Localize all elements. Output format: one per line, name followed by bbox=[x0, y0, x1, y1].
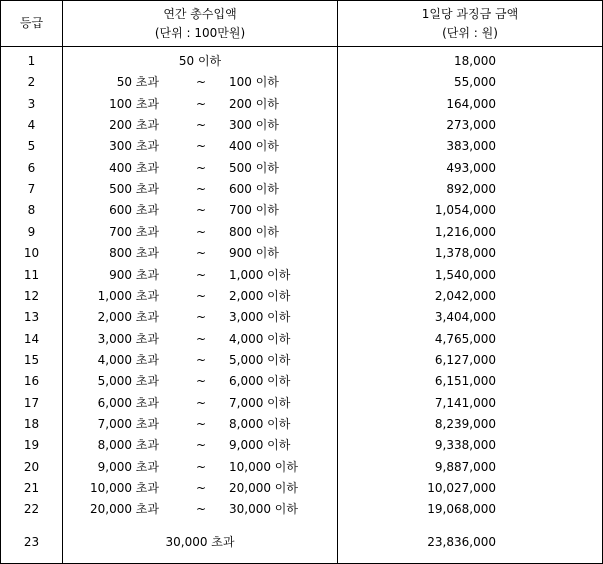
income-to-cell: 200 이하 bbox=[229, 96, 279, 111]
penalty-amount-cell: 2,042,000 bbox=[434, 288, 496, 303]
range-tilde: ~ bbox=[195, 96, 207, 111]
penalty-amount-cell: 493,000 bbox=[446, 160, 496, 175]
grade-cell: 18 bbox=[23, 416, 40, 431]
grade-cell: 6 bbox=[27, 160, 36, 175]
header-divider bbox=[1, 46, 602, 47]
income-from-cell: 600 초과 bbox=[109, 203, 159, 218]
income-to-cell: 1,000 이하 bbox=[229, 267, 291, 282]
penalty-amount-cell: 19,068,000 bbox=[427, 502, 496, 517]
range-tilde: ~ bbox=[195, 203, 207, 218]
range-tilde: ~ bbox=[195, 118, 207, 133]
penalty-amount-cell: 164,000 bbox=[446, 96, 496, 111]
grade-cell: 12 bbox=[23, 288, 40, 303]
range-tilde: ~ bbox=[195, 331, 207, 346]
penalty-header-unit: (단위 : 원) bbox=[442, 26, 498, 40]
penalty-amount-cell: 1,378,000 bbox=[434, 246, 496, 261]
penalty-amount-cell: 9,887,000 bbox=[434, 459, 496, 474]
penalty-amount-cell: 6,151,000 bbox=[434, 374, 496, 389]
grade-cell: 9 bbox=[27, 224, 36, 239]
income-from-cell: 3,000 초과 bbox=[97, 331, 159, 346]
income-from-cell: 5,000 초과 bbox=[97, 374, 159, 389]
income-to-cell: 5,000 이하 bbox=[229, 352, 291, 367]
income-range-cell: 30,000 초과 bbox=[165, 535, 235, 549]
grade-cell: 7 bbox=[27, 182, 36, 197]
penalty-amount-cell: 3,404,000 bbox=[434, 310, 496, 325]
grade-cell: 13 bbox=[23, 310, 40, 325]
income-to-cell: 8,000 이하 bbox=[229, 416, 291, 431]
income-to-cell: 400 이하 bbox=[229, 139, 279, 154]
grade-cell: 17 bbox=[23, 395, 40, 410]
income-from-cell: 500 초과 bbox=[109, 182, 159, 197]
range-tilde: ~ bbox=[195, 160, 207, 175]
penalty-amount-cell: 9,338,000 bbox=[434, 438, 496, 453]
range-tilde: ~ bbox=[195, 481, 207, 495]
penalty-amount-cell: 10,027,000 bbox=[427, 481, 496, 495]
income-to-cell: 20,000 이하 bbox=[229, 481, 298, 495]
grade-cell: 15 bbox=[23, 352, 40, 367]
penalty-amount-cell: 892,000 bbox=[446, 182, 496, 197]
income-to-cell: 700 이하 bbox=[229, 203, 279, 218]
income-from-cell: 6,000 초과 bbox=[97, 395, 159, 410]
income-from-cell: 100 초과 bbox=[109, 96, 159, 111]
income-header-unit: (단위 : 100만원) bbox=[154, 26, 246, 40]
penalty-amount-cell: 1,540,000 bbox=[434, 267, 496, 282]
income-to-cell: 500 이하 bbox=[229, 160, 279, 175]
range-tilde: ~ bbox=[195, 310, 207, 325]
income-from-cell: 10,000 초과 bbox=[90, 481, 159, 495]
grade-cell: 23 bbox=[23, 535, 40, 549]
range-tilde: ~ bbox=[195, 459, 207, 474]
penalty-amount-cell: 6,127,000 bbox=[434, 352, 496, 367]
income-to-cell: 10,000 이하 bbox=[229, 459, 298, 474]
grade-cell: 20 bbox=[23, 459, 40, 474]
grade-cell: 8 bbox=[27, 203, 36, 218]
range-tilde: ~ bbox=[195, 416, 207, 431]
range-tilde: ~ bbox=[195, 502, 207, 517]
grade-cell: 11 bbox=[23, 267, 40, 282]
income-from-cell: 4,000 초과 bbox=[97, 352, 159, 367]
grade-cell: 19 bbox=[23, 438, 40, 453]
income-from-cell: 800 초과 bbox=[109, 246, 159, 261]
income-from-cell: 50 초과 bbox=[116, 75, 159, 90]
range-tilde: ~ bbox=[195, 139, 207, 154]
penalty-amount-cell: 383,000 bbox=[446, 139, 496, 154]
range-tilde: ~ bbox=[195, 438, 207, 453]
income-to-cell: 9,000 이하 bbox=[229, 438, 291, 453]
income-to-cell: 100 이하 bbox=[229, 75, 279, 90]
income-range-cell: 50 이하 bbox=[178, 54, 222, 68]
penalty-amount-cell: 1,054,000 bbox=[434, 203, 496, 218]
income-from-cell: 9,000 초과 bbox=[97, 459, 159, 474]
range-tilde: ~ bbox=[195, 395, 207, 410]
income-from-cell: 300 초과 bbox=[109, 139, 159, 154]
grade-cell: 14 bbox=[23, 331, 40, 346]
income-to-cell: 600 이하 bbox=[229, 182, 279, 197]
grade-cell: 2 bbox=[27, 75, 36, 90]
penalty-amount-cell: 18,000 bbox=[454, 54, 496, 68]
income-from-cell: 2,000 초과 bbox=[97, 310, 159, 325]
income-to-cell: 300 이하 bbox=[229, 118, 279, 133]
range-tilde: ~ bbox=[195, 352, 207, 367]
grade-cell: 22 bbox=[23, 502, 40, 517]
income-header-title: 연간 총수입액 bbox=[163, 7, 237, 21]
penalty-amount-cell: 4,765,000 bbox=[434, 331, 496, 346]
range-tilde: ~ bbox=[195, 75, 207, 90]
income-to-cell: 800 이하 bbox=[229, 224, 279, 239]
grade-cell: 10 bbox=[23, 246, 40, 261]
penalty-amount-cell: 273,000 bbox=[446, 118, 496, 133]
range-tilde: ~ bbox=[195, 182, 207, 197]
grade-header: 등급 bbox=[19, 16, 44, 30]
income-from-cell: 8,000 초과 bbox=[97, 438, 159, 453]
income-to-cell: 6,000 이하 bbox=[229, 374, 291, 389]
income-to-cell: 4,000 이하 bbox=[229, 331, 291, 346]
penalty-amount-cell: 8,239,000 bbox=[434, 416, 496, 431]
range-tilde: ~ bbox=[195, 267, 207, 282]
grade-cell: 5 bbox=[27, 139, 36, 154]
income-from-cell: 200 초과 bbox=[109, 118, 159, 133]
penalty-amount-cell: 7,141,000 bbox=[434, 395, 496, 410]
grade-cell: 16 bbox=[23, 374, 40, 389]
grade-cell: 21 bbox=[23, 481, 40, 495]
grade-cell: 3 bbox=[27, 96, 36, 111]
income-from-cell: 700 초과 bbox=[109, 224, 159, 239]
range-tilde: ~ bbox=[195, 224, 207, 239]
income-to-cell: 3,000 이하 bbox=[229, 310, 291, 325]
income-to-cell: 30,000 이하 bbox=[229, 502, 298, 517]
income-to-cell: 7,000 이하 bbox=[229, 395, 291, 410]
penalty-amount-cell: 1,216,000 bbox=[434, 224, 496, 239]
grade-cell: 1 bbox=[27, 54, 36, 68]
range-tilde: ~ bbox=[195, 374, 207, 389]
grade-cell: 4 bbox=[27, 118, 36, 133]
penalty-header-title: 1일당 과징금 금액 bbox=[421, 7, 519, 21]
income-from-cell: 900 초과 bbox=[109, 267, 159, 282]
income-from-cell: 400 초과 bbox=[109, 160, 159, 175]
income-to-cell: 900 이하 bbox=[229, 246, 279, 261]
income-from-cell: 1,000 초과 bbox=[97, 288, 159, 303]
penalty-amount-cell: 23,836,000 bbox=[427, 535, 496, 549]
income-to-cell: 2,000 이하 bbox=[229, 288, 291, 303]
income-from-cell: 20,000 초과 bbox=[90, 502, 159, 517]
range-tilde: ~ bbox=[195, 288, 207, 303]
income-from-cell: 7,000 초과 bbox=[97, 416, 159, 431]
range-tilde: ~ bbox=[195, 246, 207, 261]
penalty-amount-cell: 55,000 bbox=[454, 75, 496, 90]
